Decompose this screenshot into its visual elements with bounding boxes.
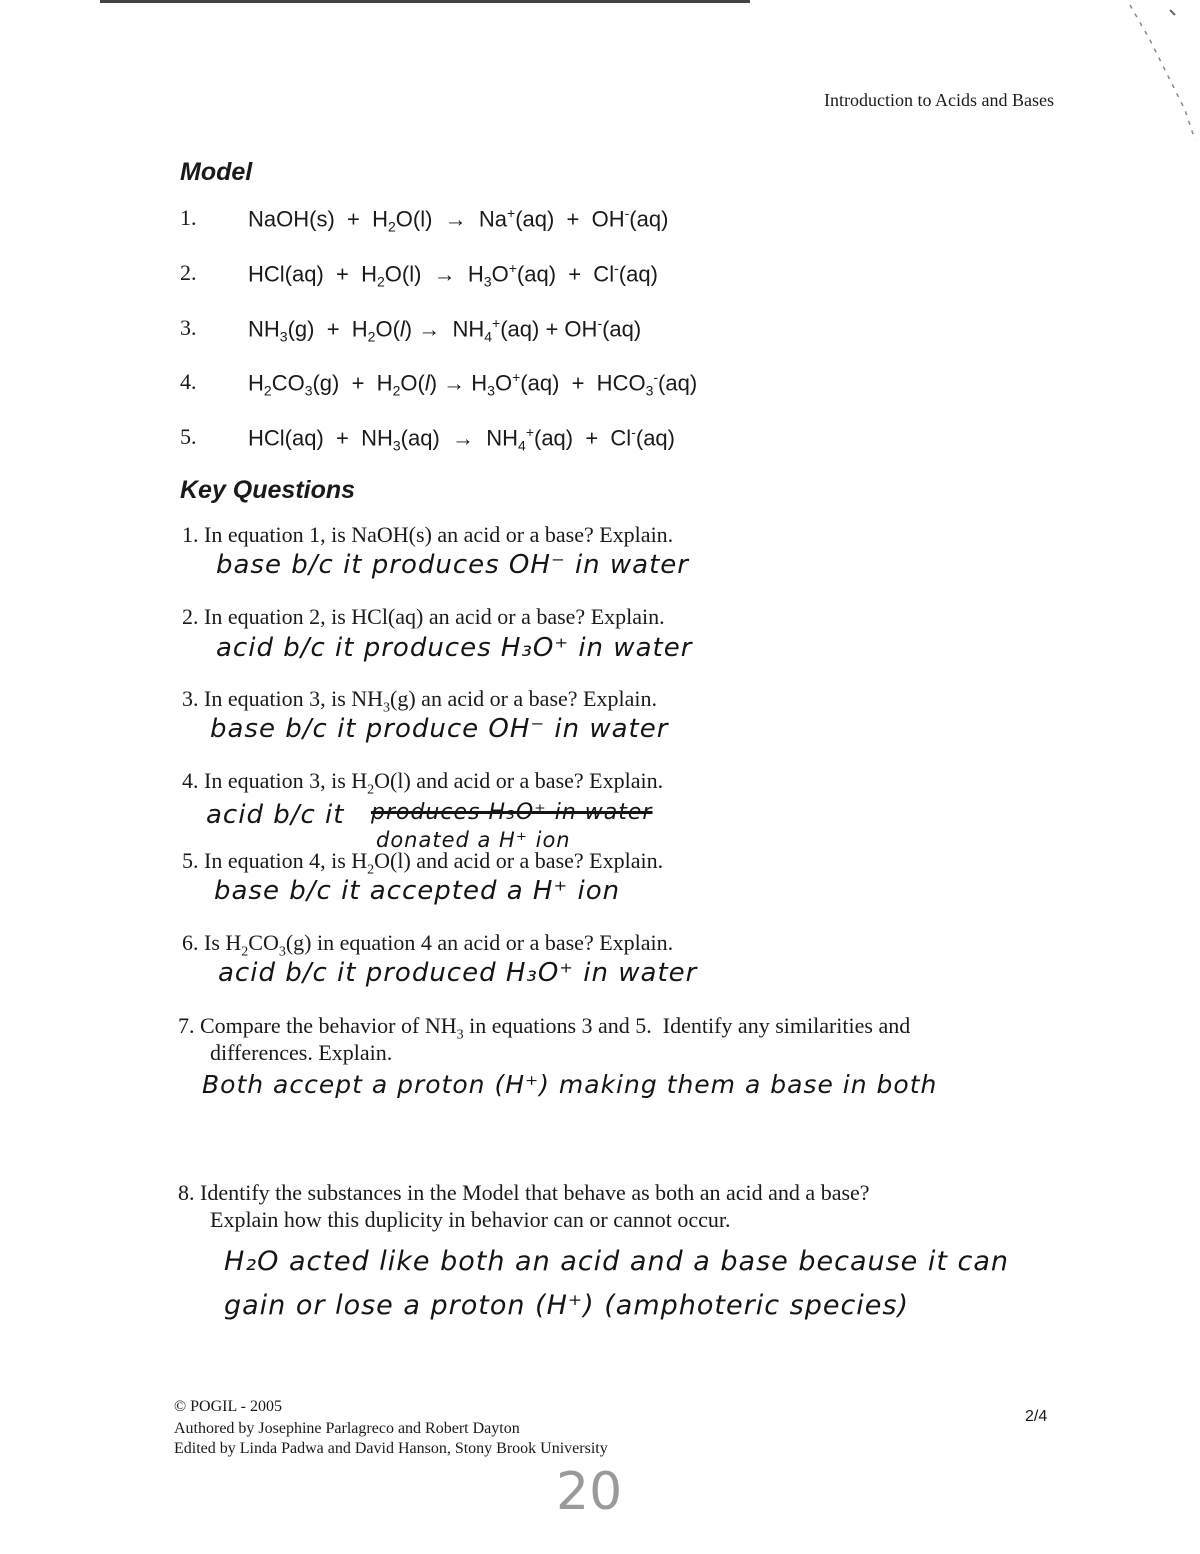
answer-2: acid b/c it produces H₃O⁺ in water <box>216 633 693 663</box>
question-2: 2. In equation 2, is HCl(aq) an acid or a base? Explain. <box>182 604 665 629</box>
answer-4-struck: produces H₃O⁺ in water <box>371 800 653 825</box>
question-3: 3. In equation 3, is $NH_3(g)$ an acid or a base? Explain. <box>182 686 657 716</box>
footer-copyright: © POGIL - 2005 <box>174 1398 282 1415</box>
question-6: 6. Is $H_2CO_3(g)$ in equation 4 an acid or a base? Explain. <box>182 930 674 960</box>
answer-8-line-2: gain or lose a proton (H⁺) (amphoteric species) <box>224 1290 910 1321</box>
score-mark: 20 <box>556 1462 623 1522</box>
answer-8-line-1: H₂O acted like both an acid and a base because it can <box>224 1246 1010 1277</box>
model-heading: Model <box>180 158 253 186</box>
equation-3-text: $NH_3(g) + H_2O(l) \to NH_4^+(aq) + OH^-(aq)$ <box>248 315 642 345</box>
footer-authors: Authored by Josephine Parlagreco and Robert Dayton <box>174 1420 520 1437</box>
question-7-line-2: differences. Explain. <box>210 1040 393 1065</box>
equation-2-text: $HCl(aq) + H_2O(l) \to H_3O^+(aq) + Cl^-(aq)$ <box>248 260 658 290</box>
question-1: 1. In equation 1, is NaOH(s) an acid or a base? Explain. <box>182 522 674 547</box>
answer-3: base b/c it produce OH⁻ in water <box>210 714 669 744</box>
equation-5-text: $HCl(aq) + NH_3(aq) \to NH_4^+(aq) + Cl^-(aq)$ <box>248 424 675 454</box>
answer-5: base b/c it accepted a H⁺ ion <box>214 876 621 906</box>
question-8-line-2: Explain how this duplicity in behavior can or cannot occur. <box>210 1207 731 1232</box>
equation-1-text: NaOH(s) + $H_2O(l) \to Na^+(aq) + OH^-(aq)$ <box>248 205 669 235</box>
scan-corner-marks <box>1110 0 1200 150</box>
key-questions-heading: Key Questions <box>180 476 356 504</box>
question-7-line-1: 7. Compare the behavior of $NH_3$ in equations 3 and 5. Identify any similarities and <box>178 1013 911 1043</box>
scan-top-edge <box>100 0 750 3</box>
question-4: 4. In equation 3, is $H_2O(l)$ and acid or a base? Explain. <box>182 768 664 798</box>
footer-editors: Edited by Linda Padwa and David Hanson, Stony Brook University <box>174 1440 608 1457</box>
answer-7: Both accept a proton (H⁺) making them a base in both <box>202 1070 938 1099</box>
equation-4-text: $H_2CO_3(g) + H_2O(l) \to H_3O^+(aq) + HCO_3^-(aq)$ <box>248 369 698 399</box>
answer-4-prefix: acid b/c it <box>206 800 345 830</box>
answer-4 <box>206 794 906 854</box>
answer-6: acid b/c it produced H₃O⁺ in water <box>218 958 698 988</box>
question-8-line-1: 8. Identify the substances in the Model that behave as both an acid and a base? <box>178 1180 870 1205</box>
answer-4-correction: donated a H⁺ ion <box>376 828 571 852</box>
page-header-title: Introduction to Acids and Bases <box>824 90 1054 110</box>
answer-1: base b/c it produces OH⁻ in water <box>216 550 689 580</box>
page-number: 2/4 <box>1025 1408 1048 1425</box>
question-5: 5. In equation 4, is $H_2O(l)$ and acid or a base? Explain. <box>182 848 664 878</box>
